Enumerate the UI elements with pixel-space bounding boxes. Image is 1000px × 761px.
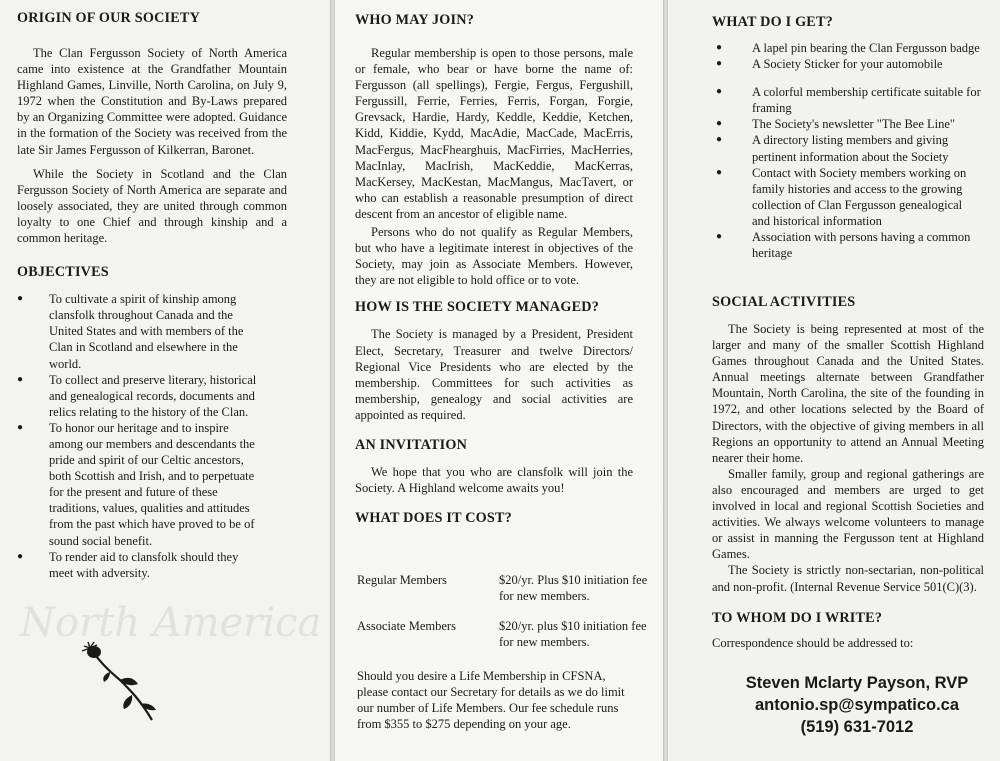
managed-paragraph: The Society is managed by a President, President Elect, Secretary, Treasurer and twelve Directors/ Regional Vice Presidents who are elected by the membership. Committees for such activities as membership, genealogy and social activities are appointed as required. [355,327,633,422]
write-heading: TO WHOM DO I WRITE? [712,609,883,626]
benefits-heading: WHAT DO I GET? [712,14,833,30]
origin-paragraph-1: The Clan Fergusson Society of North America came into existence at the Grandfather Mountain Highland Games, Linville, North Carolina, on July 9, 1972 when the Constitution and By-Laws prepared by an Organizing Committee were adopted. Guidance in the formation of the Society was received from the late Sir James Fergusson of Kilkerran, Baronet. [17,46,287,157]
origin-paragraph-2: While the Society in Scotland and the Clan Fergusson Society of North America are separate and loosely associated, they are united through common loyalty to one Chief and through kinship and a common heritage. [17,166,287,246]
benefit-item: ● Association with persons having a common heritage [716,229,981,261]
social-paragraph-1: The Society is being represented at most of the larger and many of the smaller Scottish Highland Games throughout Canada and the United States. Annual meetings alternate between Grandfather Mountain, North Carolina, the site of the founding in 1972, and other locations selected by the Board of Directors, with the objective of giving members in all Regions an opportunity to attend an Annual Meeting nearer their home. [712,322,984,465]
cost-table [357,572,657,650]
benefits-list [716,40,981,261]
cost-member-type: Regular Members [357,573,447,587]
managed-heading: HOW IS THE SOCIETY MANAGED? [355,299,600,316]
panel-left [0,0,330,761]
social-paragraph-3: The Society is strictly non-sectarian, non-political and non-profit. (Internal Revenue Service 501(C)(3). [712,563,984,594]
cost-heading: WHAT DOES IT COST? [355,510,512,527]
benefit-item: ● A colorful membership certificate suitable for framing [716,84,981,116]
cost-row [357,572,657,604]
benefit-item: ● Contact with Society members working on family histories and access to the growing collection of Clan Fergusson genealogical and historical information [716,165,981,229]
objective-item: ● To cultivate a spirit of kinship among clansfolk throughout Canada and the United States and with members of the Clan in Scotland and elsewhere in the world. [17,291,257,371]
cost-price: $20/yr. Plus $10 initiation fee for new members. [499,573,648,603]
watermark-text: North America [20,600,322,646]
join-paragraph-1: Regular membership is open to those persons, male or female, who bear or have borne the name of: Fergusson (all spellings), Fergie, Fergus, Fergushill, Fergussill, Ferrie, Ferries, Ferris, Forgan, Forgie, Grevsack, Hardie, Hardy, Keddle, Keddie, Ketchen, Kidd, Kiddie, Kydd, MacAdie, MacCade, MacErris, MacFergus, MacFhearghuis, MacFirries, MacHerries, MacInlay, MacIrish, MacKeddie, MacKerras, MacKersey, MacKestan, MacMangus, MacTavert, or who can establish a reasonable presumption of direct descent from an ancestor of eligible name. [355,46,633,221]
cost-price: $20/yr. plus $10 initiation fee for new members. [499,619,647,649]
contact-name: Steven Mclarty Payson, RVP [745,674,969,692]
social-paragraph-2: Smaller family, group and regional gatherings are also encouraged and members are urged to get involved in local and regional Scottish Societies and activities. We always welcome volunteers to manage or assist in manning the Fergusson tent at Highland Games. [712,466,984,562]
objectives-heading: OBJECTIVES [17,264,109,281]
objective-item: ● To honor our heritage and to inspire among our members and descendants the pride and spirit of our Celtic ancestors, both Scottish and Irish, and to perpetuate for the present and future of these traditions, values, qualities and attitudes from the past which have proved to be of sound social benefit. [17,420,257,549]
objective-item: ● To render aid to clansfolk should they meet with adversity. [17,549,257,581]
life-membership-paragraph: Should you desire a Life Membership in CFSNA, please contact our Secretary for details as we do limit our number of Life Members. Our fee schedule runs from $355 to $275 depending on your age. [357,669,625,732]
benefit-item: ● A lapel pin bearing the Clan Fergusson badge [716,40,981,56]
write-paragraph: Correspondence should be addressed to: [712,635,914,650]
benefit-item: ● A Society Sticker for your automobile [716,56,981,72]
cost-member-type: Associate Members [357,619,456,633]
thistle-icon [80,640,170,730]
panel-middle [335,0,663,761]
invitation-heading: AN INVITATION [355,436,468,453]
join-heading: WHO MAY JOIN? [355,12,474,28]
benefit-item: ● A directory listing members and giving pertinent information about the Society [716,132,981,164]
contact-email[interactable]: antonio.sp@sympatico.ca [754,696,960,714]
benefit-item: ● The Society's newsletter "The Bee Line" [716,116,981,132]
objectives-list [17,291,257,581]
invitation-paragraph: We hope that you who are clansfolk will join the Society. A Highland welcome awaits you! [355,464,633,496]
panel-right [668,0,1000,761]
objective-item: ● To collect and preserve literary, historical and genealogical records, documents and relics relating to the history of the Clan. [17,372,257,420]
join-paragraph-2: Persons who do not qualify as Regular Members, but who have a legitimate interest in objectives of the Society, may join as Associate Members. However, they are not eligible to hold office or to vote. [355,225,633,288]
contact-block [712,672,1000,738]
social-heading: SOCIAL ACTIVITIES [712,294,856,310]
origin-heading: ORIGIN OF OUR SOCIETY [17,10,201,26]
contact-phone[interactable]: (519) 631-7012 [800,718,914,736]
cost-row [357,618,657,650]
